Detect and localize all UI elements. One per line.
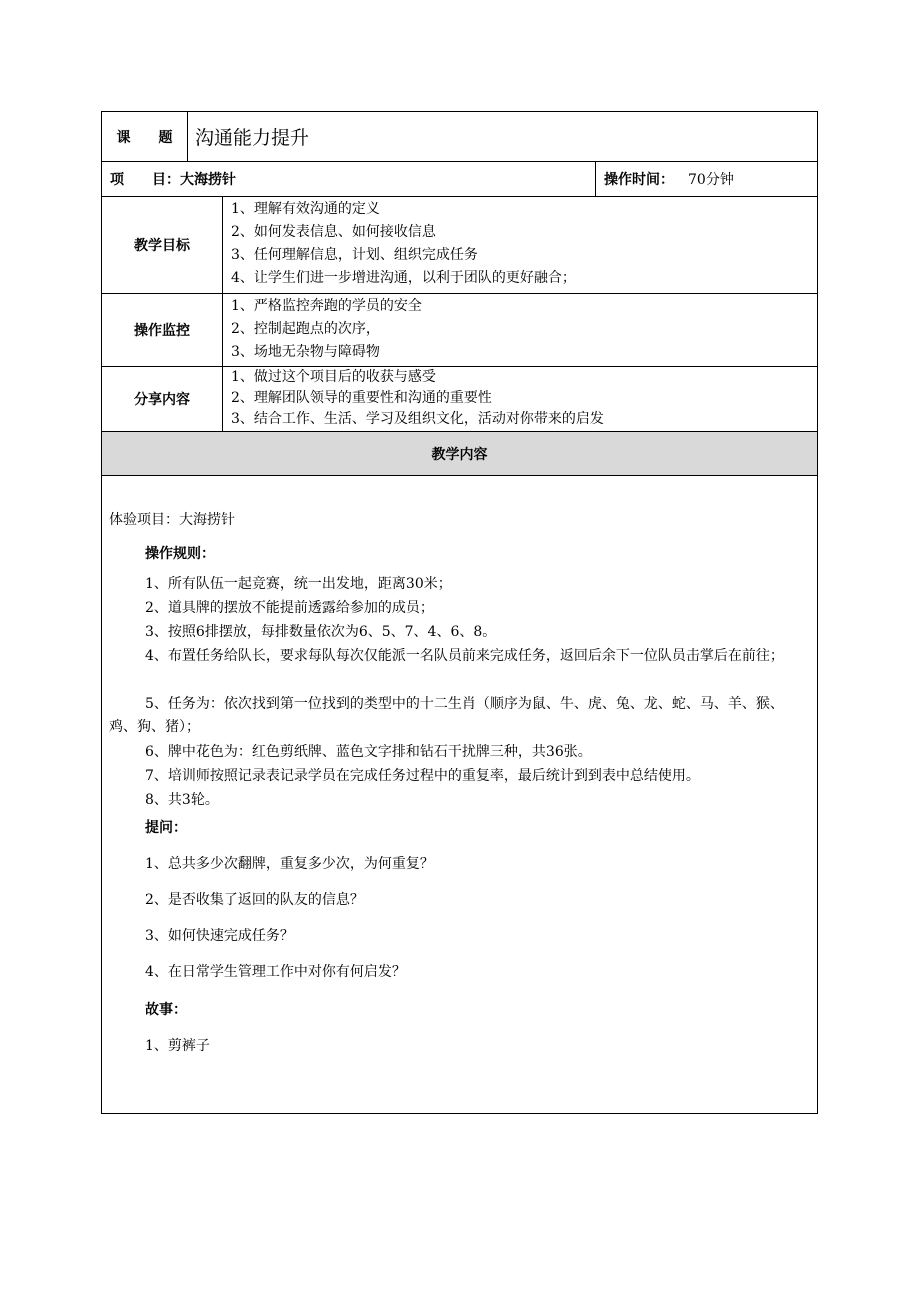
objectives-label: 教学目标 <box>134 238 190 254</box>
question-item: 1、总共多少次翻牌，重复多少次，为何重复？ <box>145 856 434 872</box>
objectives-list <box>231 197 817 293</box>
monitoring-row <box>102 294 817 367</box>
objectives-row <box>102 197 817 294</box>
monitoring-label: 操作监控 <box>134 323 190 339</box>
content-banner-title: 教学内容 <box>431 446 488 463</box>
rule-item: 5、任务为：依次找到第一位找到的类型中的十二生肖（顺序为鼠、牛、虎、兔、龙、蛇、马、羊、猴、鸡、狗、猪）； <box>109 696 784 735</box>
duration-field <box>604 162 817 196</box>
monitoring-list <box>231 294 817 366</box>
topic-label: 课 题 <box>116 129 173 146</box>
lesson-plan-table <box>101 111 818 1114</box>
objective-item: 2、如何发表信息、如何接收信息 <box>231 224 436 240</box>
rule-item: 2、道具牌的摆放不能提前透露给参加的成员； <box>145 600 434 616</box>
rule-item: 1、所有队伍一起竞赛，统一出发地，距离30米； <box>145 576 452 592</box>
monitoring-item: 3、场地无杂物与障碍物 <box>231 344 380 360</box>
objective-item: 3、任何理解信息，计划、组织完成任务 <box>231 247 478 263</box>
story-item: 1、剪裤子 <box>145 1038 210 1054</box>
questions-heading: 提问： <box>145 820 187 836</box>
sharing-item: 1、做过这个项目后的收获与感受 <box>231 369 436 385</box>
project-row <box>102 162 817 197</box>
duration-value: 70分钟 <box>688 172 734 188</box>
sharing-row <box>102 367 817 432</box>
question-item: 2、是否收集了返回的队友的信息？ <box>145 892 364 908</box>
duration-label: 操作时间： <box>604 172 674 188</box>
rule-item: 3、按照6排摆放，每排数量依次为6、5、7、4、6、8。 <box>145 624 497 640</box>
content-body <box>102 476 817 1113</box>
monitoring-item: 1、严格监控奔跑的学员的安全 <box>231 298 422 314</box>
objective-item: 4、让学生们进一步增进沟通，以利于团队的更好融合； <box>231 270 576 286</box>
experience-label: 体验项目：大海捞针 <box>109 512 235 528</box>
rule-item: 8、共3轮。 <box>145 792 219 808</box>
monitoring-item: 2、控制起跑点的次序， <box>231 321 380 337</box>
topic-title: 沟通能力提升 <box>195 127 310 149</box>
objective-item: 1、理解有效沟通的定义 <box>231 201 380 217</box>
rule-item: 7、培训师按照记录表记录学员在完成任务过程中的重复率，最后统计到到表中总结使用。 <box>145 768 700 784</box>
story-heading: 故事： <box>145 1002 187 1018</box>
sharing-item: 2、理解团队领导的重要性和沟通的重要性 <box>231 390 492 406</box>
sharing-label: 分享内容 <box>134 392 190 408</box>
sharing-item: 3、结合工作、生活、学习及组织文化，活动对你带来的启发 <box>231 411 604 427</box>
question-item: 4、在日常学生管理工作中对你有何启发？ <box>145 964 406 980</box>
rule-item: 4、布置任务给队长，要求每队每次仅能派一名队员前来完成任务，返回后余下一位队员击掌后在前往； <box>145 648 784 664</box>
sharing-list <box>231 367 817 431</box>
rule-item: 6、牌中花色为：红色剪纸牌、蓝色文字排和钻石干扰牌三种，共36张。 <box>145 744 592 760</box>
content-banner <box>102 432 817 476</box>
question-item: 3、如何快速完成任务？ <box>145 928 294 944</box>
topic-row <box>102 112 817 162</box>
project-value: 大海捞针 <box>180 172 236 188</box>
rules-heading: 操作规则： <box>145 546 215 562</box>
project-label: 项 目： <box>110 172 180 188</box>
project-field <box>110 162 590 196</box>
